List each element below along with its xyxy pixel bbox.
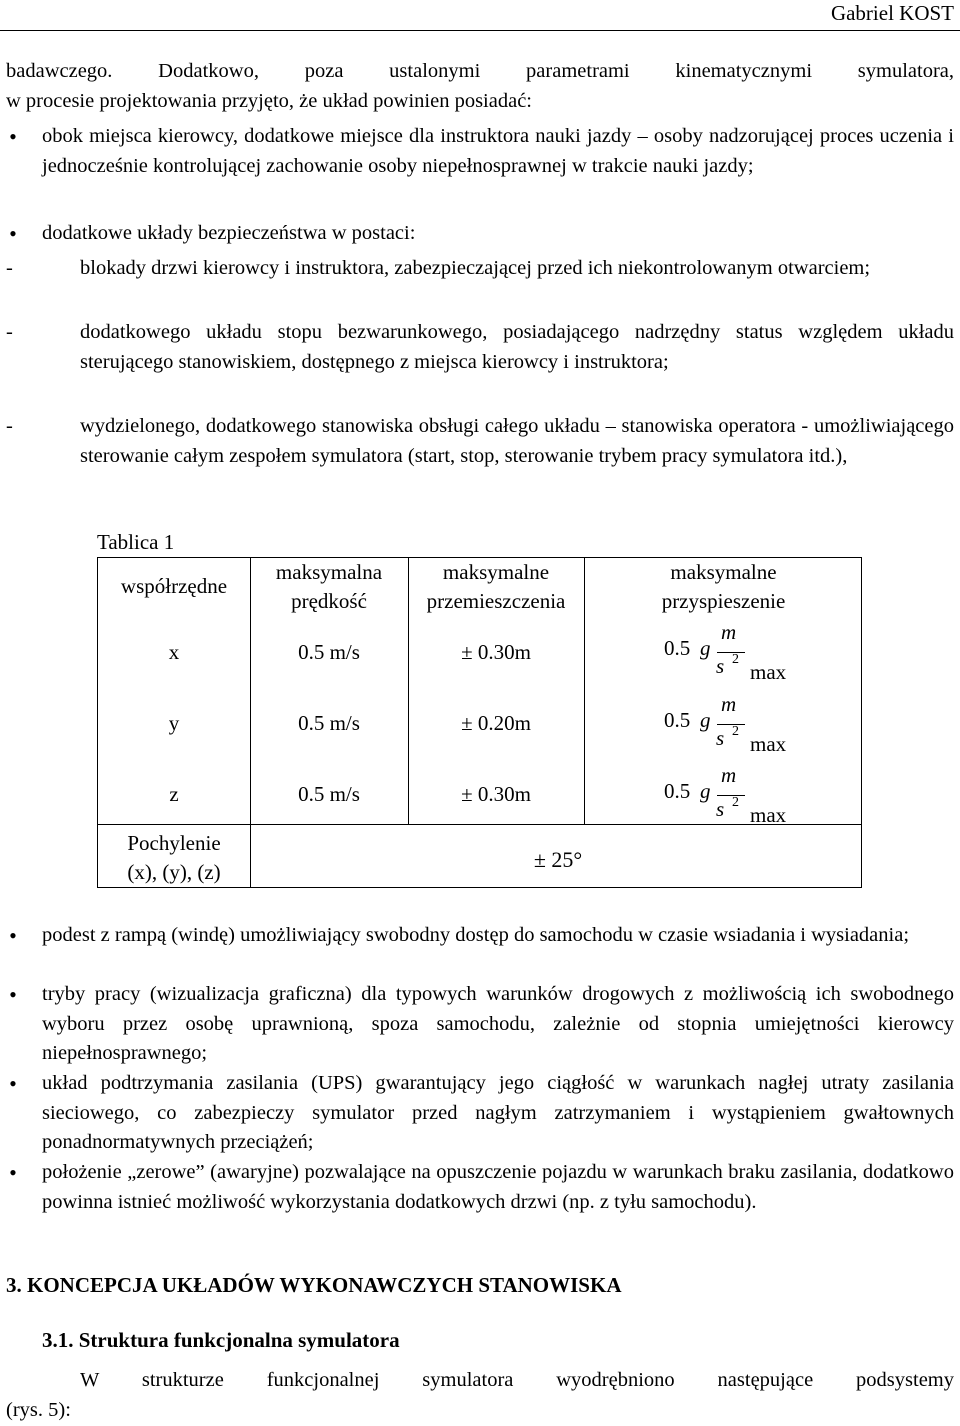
dash-marker: -: [6, 321, 13, 343]
bullet-icon: •: [9, 221, 17, 246]
header-velocity-line-1: maksymalna: [275, 560, 383, 584]
acc-numerator: m: [721, 692, 737, 716]
table-cell: 0.5 m/s: [298, 711, 360, 735]
bullet-text: podest z rampą (windę) umożliwiający swobodny dostęp do samochodu w czasie wsiadania i wysiadania;: [42, 924, 910, 946]
table-cell: z: [169, 782, 179, 806]
bullet-icon: •: [9, 124, 17, 149]
dash-item: [6, 318, 954, 377]
header-acceleration-line-1: maksymalne: [670, 560, 777, 584]
fraction-bar: [717, 795, 745, 796]
header-displacement: [408, 558, 584, 616]
fraction-bar: [717, 724, 745, 725]
header-rule: [0, 30, 960, 31]
table-cell: ± 0.20m: [461, 711, 531, 735]
bullet-icon: •: [9, 1160, 17, 1185]
table-cell: 0.5 m/s: [298, 640, 360, 664]
dash-text: dodatkowego układu stopu bezwarunkowego, posiadającego nadrzędny status względem układu sterującego stanowiskiem, dostępnego z miejsca kierowcy i instruktora;: [80, 321, 954, 373]
acc-g: g: [700, 636, 711, 660]
dash-item: [6, 254, 954, 284]
acc-coef: 0.5: [664, 636, 691, 660]
bullet-icon: •: [9, 1071, 17, 1096]
fraction-bar: [717, 652, 745, 653]
table-caption: Tablica 1: [97, 530, 175, 554]
acc-denominator: s: [716, 797, 725, 821]
acc-exponent: 2: [732, 795, 739, 810]
header-displacement-line-2: przemieszczenia: [426, 589, 566, 613]
acc-numerator: m: [721, 763, 737, 787]
bullet-text: tryby pracy (wizualizacja graficzna) dla typowych warunków drogowych z możliwością ich swobodnego wyboru przez osobę uprawnioną, spoza samochodu, zależnie od stopnia umiejętności kierowcy niepełnosprawnego;: [42, 983, 954, 1064]
table-divider: [250, 824, 251, 887]
paragraph-line-2: (rys. 5):: [6, 1399, 71, 1421]
bullet-text: położenie „zerowe” (awaryjne) pozwalające na opuszczenie pojazdu w warunkach braku zasilania, dodatkowo powinna istnieć możliwość wykorzystania dodatkowych drzwi (np. z tyłu samochodu).: [42, 1161, 954, 1213]
header-velocity-line-2: prędkość: [291, 589, 367, 613]
bullet-icon: •: [9, 982, 17, 1007]
acc-numerator: m: [721, 620, 737, 644]
bullet-item: [6, 219, 954, 249]
bullet-item: [6, 122, 954, 181]
acc-max: max: [750, 732, 787, 756]
header-acceleration: [584, 558, 863, 616]
acc-g: g: [700, 779, 711, 803]
bullet-text: obok miejsca kierowcy, dodatkowe miejsce dla instruktora nauki jazdy – osoby nadzorującej proces uczenia i jednocześnie kontrolującej zachowanie osoby niepełnosprawnej w trakcie nauki jazdy;: [42, 125, 954, 177]
acc-exponent: 2: [732, 724, 739, 739]
intro-line-2: w procesie projektowania przyjęto, że układ powinien posiadać:: [6, 90, 532, 112]
header-velocity: [250, 558, 408, 616]
dash-text: wydzielonego, dodatkowego stanowiska obsługi całego układu – stanowiska operatora - umożliwiającego sterowanie całym zespołem symulatora (start, stop, sterowanie trybem pracy symulatora itd.),: [80, 415, 954, 467]
acceleration-formula: [664, 763, 804, 825]
header-coord: współrzędne: [120, 574, 228, 598]
bullet-item: [6, 921, 954, 951]
bullet-item: [6, 1069, 954, 1158]
acceleration-formula: [664, 692, 804, 762]
section-heading: 3. KONCEPCJA UKŁADÓW WYKONAWCZYCH STANOWISKA: [6, 1273, 622, 1297]
acceleration-formula: [664, 620, 804, 690]
bullet-icon: •: [9, 923, 17, 948]
table-cell: y: [168, 711, 180, 735]
bullet-item: [6, 1158, 954, 1217]
table-cell: x: [168, 640, 180, 664]
tilt-label-line-1: Pochylenie: [127, 831, 221, 855]
acc-g: g: [700, 708, 711, 732]
bullet-text: układ podtrzymania zasilania (UPS) gwarantujący jego ciągłość w warunkach nagłej utraty zasilania sieciowego, co zabezpieczy symulator przed nagłym zatrzymaniem i wystąpieniem gwałtownych ponadnormatywnych przeciążeń;: [42, 1072, 954, 1153]
acc-coef: 0.5: [664, 779, 691, 803]
dash-item: [6, 412, 954, 471]
parameters-table: [97, 557, 862, 888]
acc-exponent: 2: [732, 652, 739, 667]
header-displacement-line-1: maksymalne: [442, 560, 550, 584]
table-cell: 0.5 m/s: [298, 782, 360, 806]
intro-line-1: badawczego. Dodatkowo, poza ustalonymi parametrami kinematycznymi symulatora,: [6, 60, 954, 82]
bullet-item: [6, 980, 954, 1069]
header-acceleration-line-2: przyspieszenie: [661, 589, 786, 613]
acc-denominator: s: [716, 726, 725, 750]
bullet-text: dodatkowe układy bezpieczeństwa w postaci:: [42, 222, 416, 244]
tilt-label: [98, 829, 250, 887]
acc-denominator: s: [716, 654, 725, 678]
dash-marker: -: [6, 415, 13, 437]
dash-marker: -: [6, 257, 13, 279]
tilt-label-line-2: (x), (y), (z): [127, 860, 221, 884]
table-cell: ± 0.30m: [461, 782, 531, 806]
dash-text: blokady drzwi kierowcy i instruktora, zabezpieczającej przed ich niekontrolowanym otwarciem;: [80, 257, 871, 279]
tilt-value: ± 25°: [533, 847, 583, 872]
table-cell: ± 0.30m: [461, 640, 531, 664]
paragraph-line-1: W strukturze funkcjonalnej symulatora wyodrębniono następujące podsystemy: [80, 1369, 954, 1391]
acc-max: max: [750, 803, 787, 827]
header-author: Gabriel KOST: [830, 1, 954, 25]
acc-max: max: [750, 660, 787, 684]
acc-coef: 0.5: [664, 708, 691, 732]
subsection-heading: 3.1. Struktura funkcjonalna symulatora: [42, 1328, 400, 1352]
